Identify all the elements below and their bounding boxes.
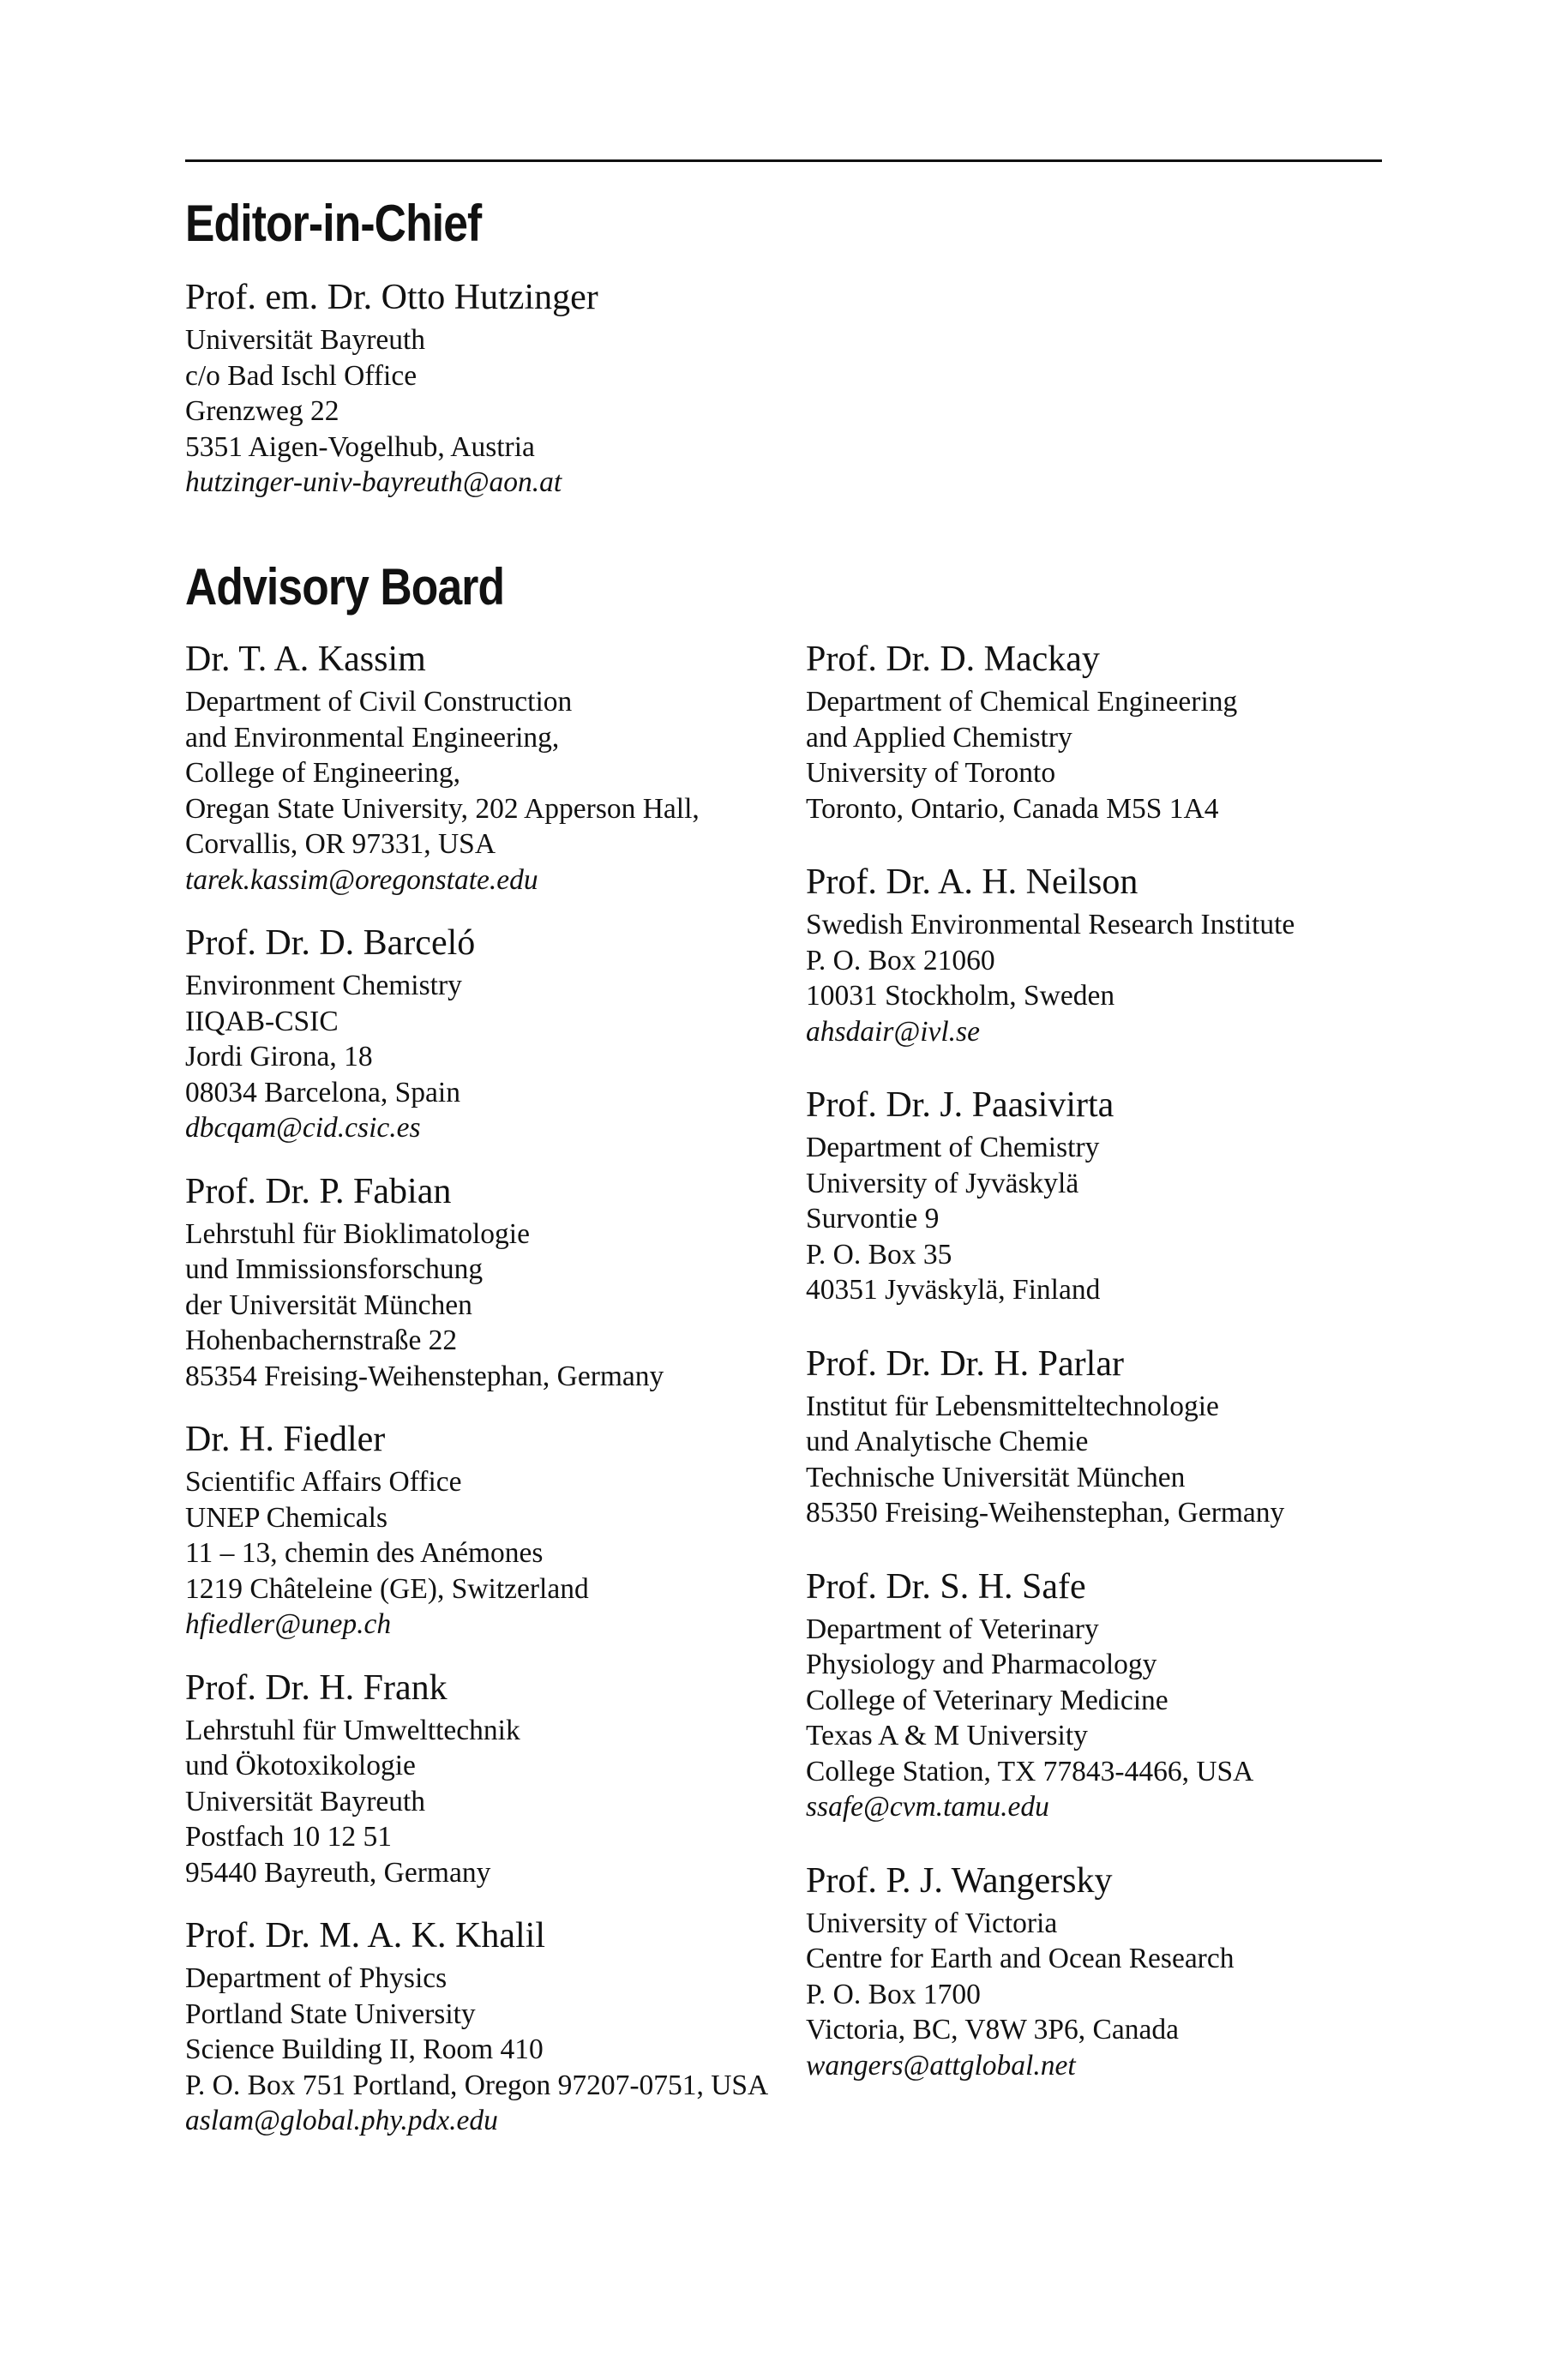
address-line: Universität Bayreuth — [185, 324, 426, 356]
address-line: University of Victoria — [806, 1907, 1058, 1939]
address-line: Swedish Environmental Research Institute — [806, 909, 1295, 940]
address-line: Jordi Girona, 18 — [185, 1041, 373, 1072]
advisory-board-heading: Advisory Board — [185, 558, 505, 616]
board-member-name: Prof. Dr. J. Paasivirta — [806, 1085, 1114, 1125]
email-link[interactable]: tarek.kassim@oregonstate.edu — [185, 863, 538, 896]
address-line: 11 – 13, chemin des Anémones — [185, 1537, 544, 1569]
address-line: Texas A & M University — [806, 1720, 1088, 1751]
board-member-entry — [806, 861, 1389, 1049]
address-line: c/o Bad Ischl Office — [185, 359, 418, 392]
board-member-name: Prof. Dr. D. Mackay — [806, 640, 1100, 679]
address-line: Centre for Earth and Ocean Research — [806, 1943, 1235, 1974]
address-line: 40351 Jyväskylä, Finland — [806, 1274, 1101, 1306]
address-line: Grenzweg 22 — [185, 395, 339, 427]
address-line: der Universität München — [185, 1289, 472, 1321]
email-link[interactable]: aslam@global.phy.pdx.edu — [185, 2105, 498, 2136]
advisory-board-left-column — [185, 638, 785, 2139]
board-member-name: Dr. H. Fiedler — [185, 1420, 386, 1459]
editor-in-chief-entry — [185, 276, 598, 501]
address-line: UNEP Chemicals — [185, 1501, 388, 1534]
address-line: und Ökotoxikologie — [185, 1750, 416, 1781]
address-line: Institut für Lebensmitteltechnologie — [806, 1390, 1219, 1422]
advisory-board-right-column — [806, 638, 1389, 2083]
address-line: Scientific Affairs Office — [185, 1466, 462, 1498]
board-member-entry — [806, 1084, 1389, 1308]
board-member-name: Prof. Dr. M. A. K. Khalil — [185, 1916, 545, 1955]
address-line: P. O. Box 35 — [806, 1238, 952, 1271]
address-line: Postfach 10 12 51 — [185, 1821, 392, 1853]
address-line: P. O. Box 21060 — [806, 944, 995, 976]
address-line: Portland State University — [185, 1998, 476, 2030]
address-line: Physiology and Pharmacology — [806, 1649, 1157, 1680]
address-line: College Station, TX 77843-4466, USA — [806, 1755, 1254, 1787]
address-line: Oregan State University, 202 Apperson Hall, — [185, 792, 700, 825]
address-line: Department of Veterinary — [806, 1613, 1099, 1645]
board-member-name: Prof. Dr. A. H. Neilson — [806, 862, 1138, 902]
top-rule — [185, 159, 1382, 162]
address-line: Victoria, BC, V8W 3P6, Canada — [806, 2014, 1179, 2046]
address-line: Toronto, Ontario, Canada M5S 1A4 — [806, 792, 1219, 825]
address-line: 5351 Aigen-Vogelhub, Austria — [185, 430, 535, 463]
board-member-entry — [185, 922, 785, 1146]
board-member-entry — [185, 638, 785, 898]
board-member-name: Prof. Dr. S. H. Safe — [806, 1566, 1086, 1607]
board-member-name: Prof. P. J. Wangersky — [806, 1860, 1113, 1901]
address-line: Corvallis, OR 97331, USA — [185, 828, 496, 860]
email-link[interactable]: dbcqam@cid.csic.es — [185, 1112, 421, 1144]
board-member-entry — [806, 1859, 1389, 2084]
address-line: Hohenbachernstraße 22 — [185, 1325, 458, 1356]
board-member-entry — [185, 1914, 785, 2139]
address-line: Department of Physics — [185, 1962, 448, 1994]
address-line: Department of Chemical Engineering — [806, 686, 1238, 718]
editor-name: Prof. em. Dr. Otto Hutzinger — [185, 278, 598, 317]
email-link[interactable]: ssafe@cvm.tamu.edu — [806, 1791, 1049, 1823]
address-line: Science Building II, Room 410 — [185, 2034, 544, 2065]
board-member-name: Dr. T. A. Kassim — [185, 640, 426, 679]
board-member-name: Prof. Dr. P. Fabian — [185, 1171, 452, 1211]
board-member-entry — [185, 1170, 785, 1395]
address-line: P. O. Box 1700 — [806, 1978, 981, 2010]
address-line: College of Engineering, — [185, 757, 460, 789]
board-member-entry — [806, 638, 1389, 826]
board-member-name: Prof. Dr. D. Barceló — [185, 923, 476, 963]
address-line: Lehrstuhl für Bioklimatologie — [185, 1217, 530, 1250]
address-line: and Environmental Engineering, — [185, 721, 560, 754]
board-member-name: Prof. Dr. H. Frank — [185, 1667, 448, 1708]
board-member-entry — [806, 1565, 1389, 1825]
board-member-name: Prof. Dr. Dr. H. Parlar — [806, 1343, 1124, 1384]
address-line: und Immissionsforschung — [185, 1253, 484, 1285]
address-line: Department of Civil Construction — [185, 686, 573, 718]
email-link[interactable]: ahsdair@ivl.se — [806, 1015, 980, 1048]
address-line: und Analytische Chemie — [806, 1426, 1089, 1457]
address-line: 85350 Freising-Weihenstephan, Germany — [806, 1497, 1285, 1529]
board-member-entry — [806, 1343, 1389, 1531]
address-line: and Applied Chemistry — [806, 721, 1072, 754]
address-line: College of Veterinary Medicine — [806, 1684, 1168, 1716]
address-line: Department of Chemistry — [806, 1132, 1100, 1163]
address-line: IIQAB-CSIC — [185, 1005, 339, 1037]
address-line: University of Toronto — [806, 757, 1056, 789]
address-line: Environment Chemistry — [185, 970, 462, 1001]
address-line: 85354 Freising-Weihenstephan, Germany — [185, 1360, 664, 1392]
email-link[interactable]: hutzinger-univ-bayreuth@aon.at — [185, 466, 562, 498]
address-line: P. O. Box 751 Portland, Oregon 97207-0751, USA — [185, 2069, 769, 2101]
board-member-entry — [185, 1418, 785, 1643]
address-line: University of Jyväskylä — [806, 1167, 1079, 1199]
email-link[interactable]: hfiedler@unep.ch — [185, 1608, 392, 1640]
editor-in-chief-heading: Editor-in-Chief — [185, 195, 482, 252]
address-line: Universität Bayreuth — [185, 1785, 426, 1817]
address-line: 08034 Barcelona, Spain — [185, 1076, 460, 1108]
address-line: Survontie 9 — [806, 1203, 940, 1235]
address-line: Technische Universität München — [806, 1461, 1186, 1493]
address-line: Lehrstuhl für Umwelttechnik — [185, 1714, 520, 1746]
address-line: 10031 Stockholm, Sweden — [806, 980, 1115, 1012]
board-member-entry — [185, 1667, 785, 1891]
address-line: 95440 Bayreuth, Germany — [185, 1856, 491, 1889]
email-link[interactable]: wangers@attglobal.net — [806, 2049, 1076, 2082]
address-line: 1219 Châteleine (GE), Switzerland — [185, 1572, 589, 1605]
